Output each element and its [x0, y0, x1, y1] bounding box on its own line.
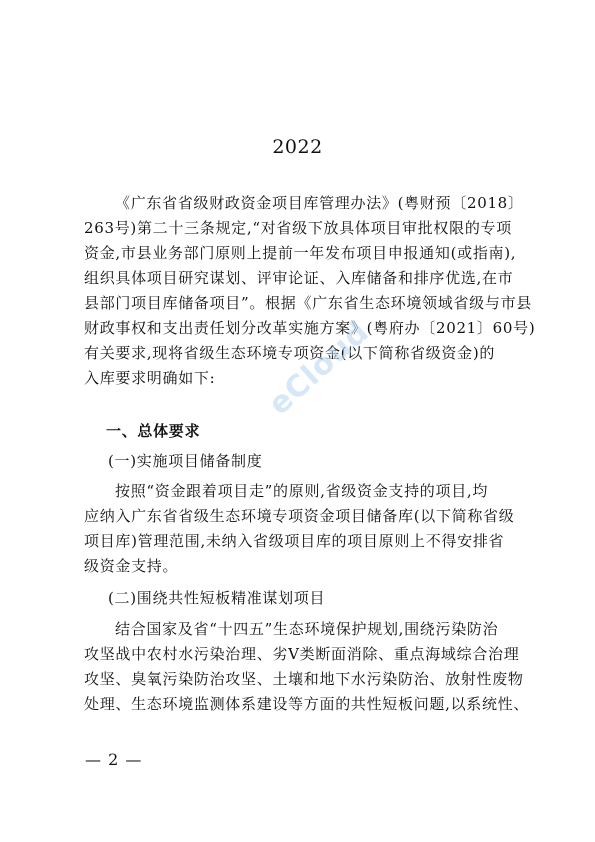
paragraph-1-line: 入库要求明确如下: [84, 369, 216, 387]
subheading-2 [84, 586, 516, 611]
paragraph-1-line: 县部门项目库储备项目”。根据《广东省生态环境领域省级与市县 [84, 294, 532, 312]
paragraph-2 [84, 479, 516, 579]
document-year: 2022 [272, 136, 323, 158]
paragraph-3-line: 攻坚、臭氧污染防治攻坚、土壤和地下水污染防治、放射性废物 [84, 670, 524, 688]
heading-general-requirements [84, 419, 516, 444]
section-heading: 一、总体要求 [106, 422, 201, 440]
watermark: eCloud [262, 314, 377, 423]
paragraph-3-line: 处理、生态环境监测体系建设等方面的共性短板问题,以系统性、 [84, 695, 530, 713]
paragraph-1-line: 组织具体项目研究谋划、评审论证、入库储备和排序优选,在市 [84, 269, 514, 287]
paragraph-3 [84, 617, 530, 717]
paragraph-1-line: 263号)第二十三条规定,“对省级下放具体项目审批权限的专项 [84, 219, 512, 237]
paragraph-2-line: 应纳入广东省省级生态环境专项资金项目储备库(以下简称省级 [84, 507, 515, 525]
subsection-heading: (一)实施项目储备制度 [108, 452, 263, 470]
paragraph-1-line: 有关要求,现将省级生态环境专项资金(以下简称省级资金)的 [84, 344, 496, 362]
paragraph-3-line: 结合国家及省“十四五”生态环境保护规划,围绕污染防治 [115, 620, 499, 638]
paragraph-2-line: 按照“资金跟着项目走”的原则,省级资金支持的项目,均 [115, 482, 489, 500]
paragraph-2-line: 级资金支持。 [84, 557, 179, 575]
subsection-heading: (二)围绕共性短板精准谋划项目 [108, 589, 326, 607]
paragraph-3-line: 攻坚战中农村水污染治理、劣V类断面消除、重点海域综合治理 [84, 645, 520, 663]
paragraph-1-line: 资金,市县业务部门原则上提前一年发布项目申报通知(或指南), [84, 244, 517, 262]
paragraph-1-line: 财政事权和支出责任划分改革实施方案》(粤府办〔2021〕60号) [84, 319, 536, 337]
paragraph-2-line: 项目库)管理范围,未纳入省级项目库的项目原则上不得安排省 [84, 532, 505, 550]
subheading-1 [84, 449, 516, 474]
paragraph-1-line: 《广东省省级财政资金项目库管理办法》(粤财预〔2018〕 [115, 194, 524, 212]
page-number: — 2 — [85, 750, 143, 769]
